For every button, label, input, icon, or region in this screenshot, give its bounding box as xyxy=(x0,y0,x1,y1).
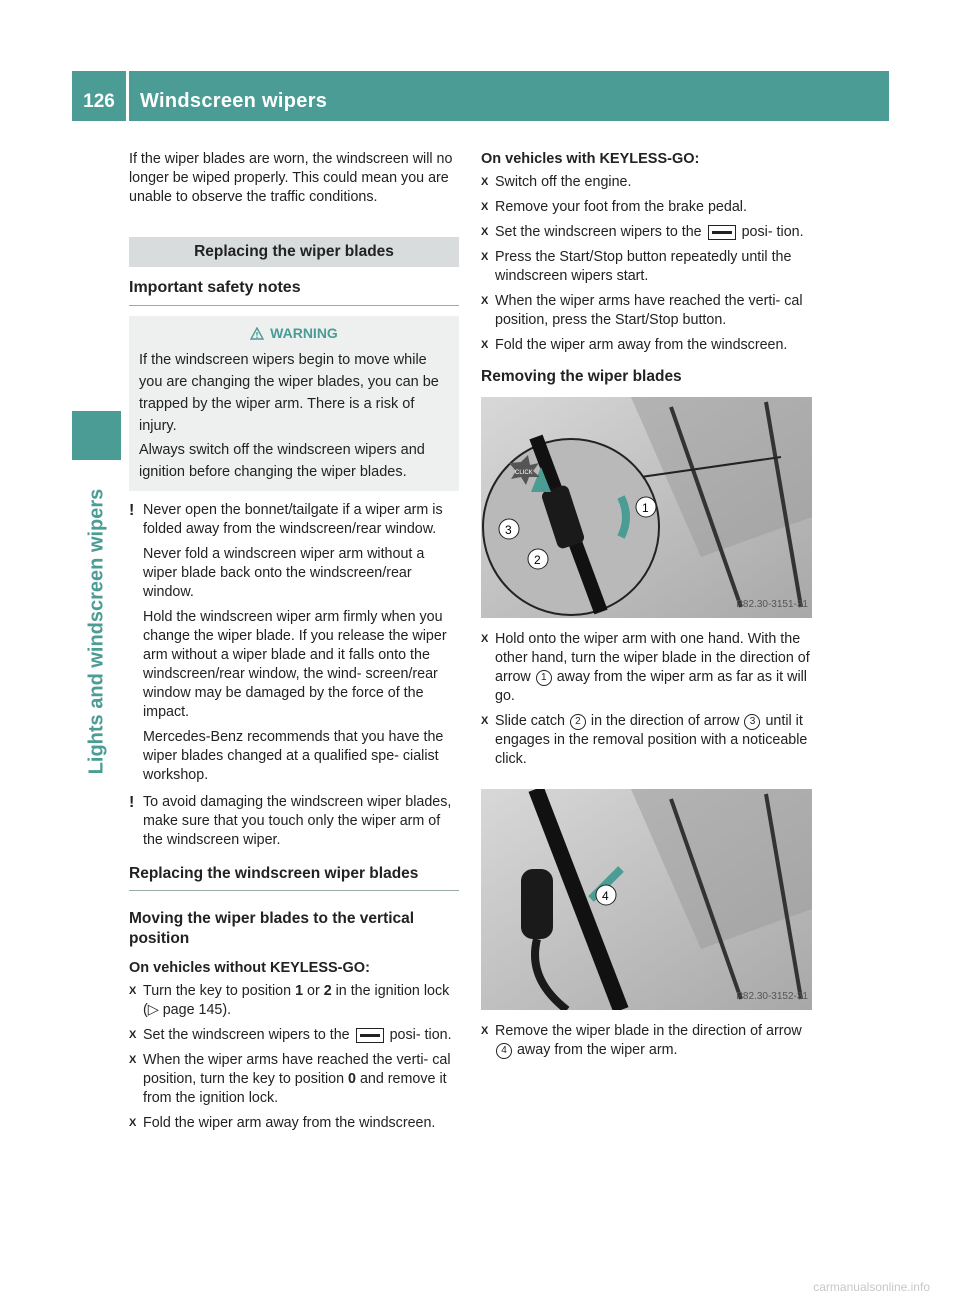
removing-heading: Removing the wiper blades xyxy=(481,368,682,385)
warning-text-1: If the windscreen wipers begin to move while you are changing the wiper blades, you can be trapped by the wiper arm. There is a risk of injury. xyxy=(139,352,439,434)
warning-label: WARNING xyxy=(270,325,338,341)
step-arrow-icon: X xyxy=(481,201,489,213)
step: X Switch off the engine. xyxy=(481,174,632,190)
step: X Remove your foot from the brake pedal. xyxy=(481,199,747,215)
step: X Turn the key to position 1 or 2 in the ignition lock (▷ page 145). xyxy=(129,983,450,1018)
step-arrow-icon: X xyxy=(481,715,489,727)
side-tab-label: Lights and windscreen wipers xyxy=(85,488,108,775)
step: X Fold the wiper arm away from the windscreen. xyxy=(481,337,788,353)
warning-title xyxy=(129,324,449,343)
left-column xyxy=(129,150,459,1139)
intro-paragraph: If the wiper blades are worn, the windscreen will no longer be wiped properly. This could mean you are unable to observe the traffic conditions. xyxy=(129,151,453,205)
wiper-illustration-2 xyxy=(481,789,812,1010)
figure-1-caption: P82.30-3151-31 xyxy=(736,599,808,610)
page-number: 126 xyxy=(83,91,115,112)
right-column xyxy=(481,150,812,1066)
step-arrow-icon: X xyxy=(481,251,489,263)
note-2 xyxy=(129,793,459,850)
safety-heading: Important safety notes xyxy=(129,278,459,306)
step-arrow-icon: X xyxy=(129,1117,137,1129)
warning-box xyxy=(129,316,459,491)
exclamation-icon: ! xyxy=(129,502,135,519)
step: X Fold the wiper arm away from the windscreen. xyxy=(129,1115,436,1131)
header-separator xyxy=(126,71,129,121)
exclamation-icon: ! xyxy=(129,794,135,811)
step-arrow-icon: X xyxy=(481,1025,489,1037)
step: X Hold onto the wiper arm with one hand. With the other hand, turn the wiper blade in the direction of arrow 1 away from the wiper arm as far as it will go. xyxy=(481,631,810,704)
step-arrow-icon: X xyxy=(481,295,489,307)
wiper-illustration-1 xyxy=(481,397,812,618)
without-keyless-heading: On vehicles without KEYLESS-GO: xyxy=(129,960,370,976)
figure-2-caption: P82.30-3152-31 xyxy=(736,991,808,1002)
step-arrow-icon: X xyxy=(481,339,489,351)
moving-heading: Moving the wiper blades to the vertical position xyxy=(129,910,415,947)
figure-wiper-removal-1 xyxy=(481,397,812,618)
wiper-position-icon xyxy=(708,225,736,240)
warning-icon xyxy=(250,327,264,340)
step: X When the wiper arms have reached the verti- cal position, press the Start/Stop button. xyxy=(481,293,803,328)
side-tab xyxy=(72,470,121,775)
step-arrow-icon: X xyxy=(481,633,489,645)
section-title: Replacing the wiper blades xyxy=(129,237,459,267)
figure-label-1: 1 xyxy=(642,501,649,515)
figure-label-3: 3 xyxy=(505,523,512,537)
note-1 xyxy=(129,501,459,785)
step-arrow-icon: X xyxy=(129,1029,137,1041)
step-arrow-icon: X xyxy=(129,985,137,997)
step-arrow-icon: X xyxy=(129,1054,137,1066)
figure-wiper-removal-2 xyxy=(481,789,812,1010)
step-arrow-icon: X xyxy=(481,226,489,238)
note-1-p4: Mercedes-Benz recommends that you have the wiper blades changed at a qualified spe- cialist workshop. xyxy=(143,729,444,783)
figure-click-label: CLICK xyxy=(515,470,533,476)
side-tab-block xyxy=(72,411,121,460)
note-2-text: To avoid damaging the windscreen wiper blades, make sure that you touch only the wiper arm of the windscreen wiper. xyxy=(143,794,452,848)
page-title: Windscreen wipers xyxy=(140,90,328,112)
step: X When the wiper arms have reached the verti- cal position, turn the key to position 0 and remove it from the ignition lock. xyxy=(129,1052,451,1106)
figure-label-4: 4 xyxy=(602,889,609,903)
step: X Remove the wiper blade in the direction of arrow 4 away from the wiper arm. xyxy=(481,1023,802,1058)
step: X Slide catch 2 in the direction of arrow 3 until it engages in the removal position with a noticeable click. xyxy=(481,713,808,767)
replacing-heading: Replacing the windscreen wiper blades xyxy=(129,864,459,891)
step: X Press the Start/Stop button repeatedly until the windscreen wipers start. xyxy=(481,249,792,284)
figure-label-2: 2 xyxy=(534,553,541,567)
note-1-p2: Never fold a windscreen wiper arm without a wiper blade back onto the windscreen/rear window. xyxy=(143,546,425,600)
watermark: carmanualsonline.info xyxy=(813,1280,930,1294)
with-keyless-heading: On vehicles with KEYLESS-GO: xyxy=(481,151,700,167)
step-arrow-icon: X xyxy=(481,176,489,188)
step: X Set the windscreen wipers to the posi- tion. xyxy=(129,1027,452,1043)
note-1-p3: Hold the windscreen wiper arm firmly when you change the wiper blade. If you release the wiper arm without a wiper blade and it falls onto the windscreen/rear window, the wind- screen/rear window may be damaged by the force of the impact. xyxy=(143,609,447,720)
note-1-p1: Never open the bonnet/tailgate if a wiper arm is folded away from the windscreen/rear window. xyxy=(143,502,443,537)
warning-text-2: Always switch off the windscreen wipers and ignition before changing the wiper blades. xyxy=(139,442,425,480)
wiper-position-icon xyxy=(356,1028,384,1043)
step: X Set the windscreen wipers to the posi- tion. xyxy=(481,224,804,240)
